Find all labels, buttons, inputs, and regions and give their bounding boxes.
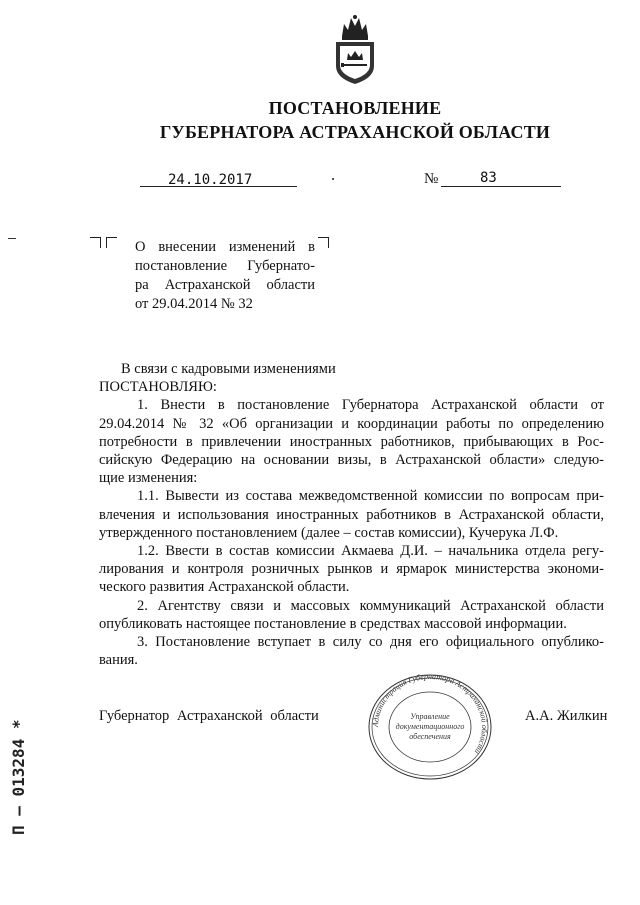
paragraph-1-line: потребности в привлечении иностранных работников, прибывающих в Рос- [99,433,604,450]
corner-bracket [318,237,329,248]
paragraph-1-2-line: лирования и контроля розничных рынков и ярмарок министерства экономи- [99,561,604,578]
document-subject [135,238,315,314]
seal-center-line: документационного [395,722,465,731]
official-seal [366,672,494,782]
paragraph-1-2-line: 1.2. Ввести в состав комиссии Акмаева Д.И. – начальника отдела регу- [137,543,604,560]
paragraph-1-2-line: ческого развития Астраханской области. [99,579,350,596]
signatory-position: Губернатор Астраханской области [99,708,319,724]
signatory-name: А.А. Жилкин [525,708,608,724]
serial-number-text: П – 013284 * [9,719,28,835]
document-body [99,360,604,669]
seal-center-line: Управление [410,712,450,721]
subject-line: от 29.04.2014 № 32 [135,296,253,312]
seal-center-line: обеспечения [409,732,451,741]
number-sign: № [424,171,439,187]
subject-line: О внесении изменений в [135,239,315,255]
document-number: 83 [480,170,497,186]
coat-of-arms-emblem [330,14,380,86]
dot-mark [332,178,334,180]
document-type-title: ПОСТАНОВЛЕНИЕ [268,98,442,118]
number-underline [441,186,561,187]
corner-bracket [106,237,117,248]
paragraph-1-line: 29.04.2014 № 32 «Об организации и координации работы по определению [99,415,604,432]
document-date: 24.10.2017 [168,172,253,188]
intro-line: В связи с кадровыми изменениями [121,361,336,377]
paragraph-1-line: щие изменения: [99,470,198,487]
paragraph-3-line: вания. [99,652,138,669]
paragraph-1-line: 1. Внести в постановление Губернатора Астраханской области от [137,397,604,414]
seal-ring-text: Администрация Губернатора Астраханской области [370,672,490,756]
paragraph-2-line: 2. Агентству связи и массовых коммуникаций Астраханской области [137,597,604,614]
corner-bracket [90,237,101,248]
paragraph-1-1-line: влечения и использования иностранных работников в Астраханской области, [99,506,604,523]
subject-line: постановление Губернато- [135,258,315,274]
issuer-title: ГУБЕРНАТОРА АСТРАХАНСКОЙ ОБЛАСТИ [159,122,551,142]
paragraph-1-1-line: утвержденного постановлением (далее – состав комиссии), Кучерука Л.Ф. [99,524,559,541]
paragraph-2-line: опубликовать настоящее постановление в средствах массовой информации. [99,615,567,632]
resolve-line: ПОСТАНОВЛЯЮ: [99,379,217,396]
subject-line: ра Астраханской области [135,277,315,293]
date-underline [140,186,297,187]
paragraph-3-line: 3. Постановление вступает в силу со дня его официального опублико- [137,634,604,651]
serial-number-stamp [4,690,34,840]
paragraph-1-line: сийскую Федерацию на основании визы, в Астраханской области» следую- [99,452,604,469]
margin-dash-mark [8,238,16,239]
paragraph-1-1-line: 1.1. Вывести из состава межведомственной комиссии по вопросам при- [137,488,604,505]
